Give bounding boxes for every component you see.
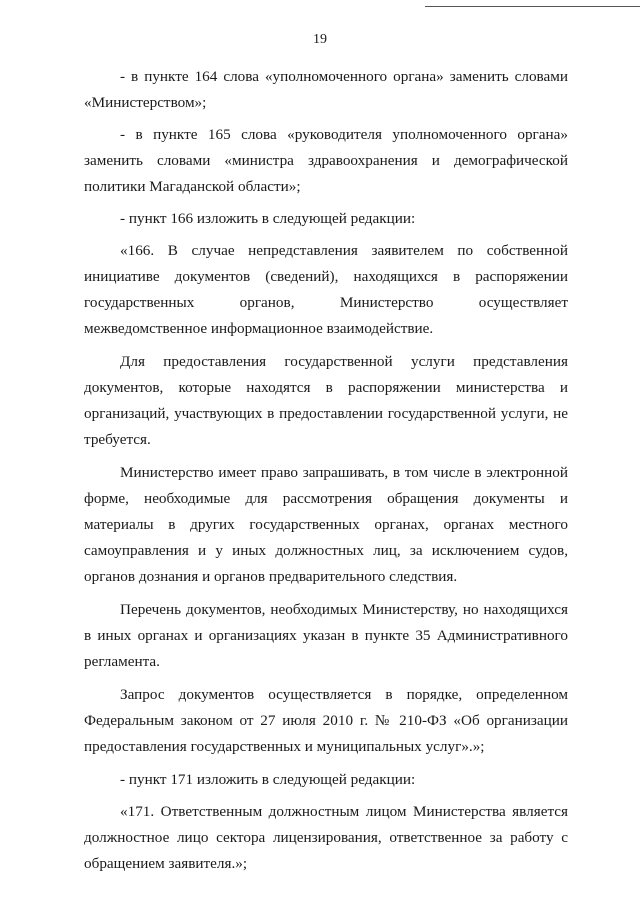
paragraph-1: - в пункте 164 слова «уполномоченного органа» заменить словами «Министерством»; [84,68,568,111]
top-rule [425,6,640,7]
paragraph-4: «166. В случае непредставления заявителем по собственной инициативе документов (сведений), находящихся в распоряжении государственных органов, Министерство осуществляет межведомственное информационное взаимодействие. [84,242,568,337]
page-number: 19 [313,32,327,47]
document-body [84,64,568,883]
paragraph-5: Для предоставления государственной услуги представления документов, которые находятся в распоряжении министерства и организаций, участвующих в предоставлении государственной услуги, не требуется. [84,353,568,448]
paragraph-7: Перечень документов, необходимых Министерству, но находящихся в иных органах и организациях указан в пункте 35 Административного регламента. [84,601,568,670]
paragraph-10: «171. Ответственным должностным лицом Министерства является должностное лицо сектора лицензирования, ответственное за работу с обращением заявителя.»; [84,803,568,872]
paragraph-9: - пункт 171 изложить в следующей редакции: [120,771,416,788]
paragraph-3: - пункт 166 изложить в следующей редакции: [120,210,416,227]
paragraph-6: Министерство имеет право запрашивать, в том числе в электронной форме, необходимые для рассмотрения обращения документы и материалы в других государственных органах, органах местного самоуправления и у иных должностных лиц, за исключением судов, органов дознания и органов предварительного следствия. [84,464,568,585]
paragraph-8: Запрос документов осуществляется в порядке, определенном Федеральным законом от 27 июля 2010 г. № 210-ФЗ «Об организации предоставления государственных и муниципальных услуг».»; [84,686,568,755]
paragraph-2: - в пункте 165 слова «руководителя уполномоченного органа» заменить словами «министра здравоохранения и демографической политики Магаданской области»; [84,126,568,195]
